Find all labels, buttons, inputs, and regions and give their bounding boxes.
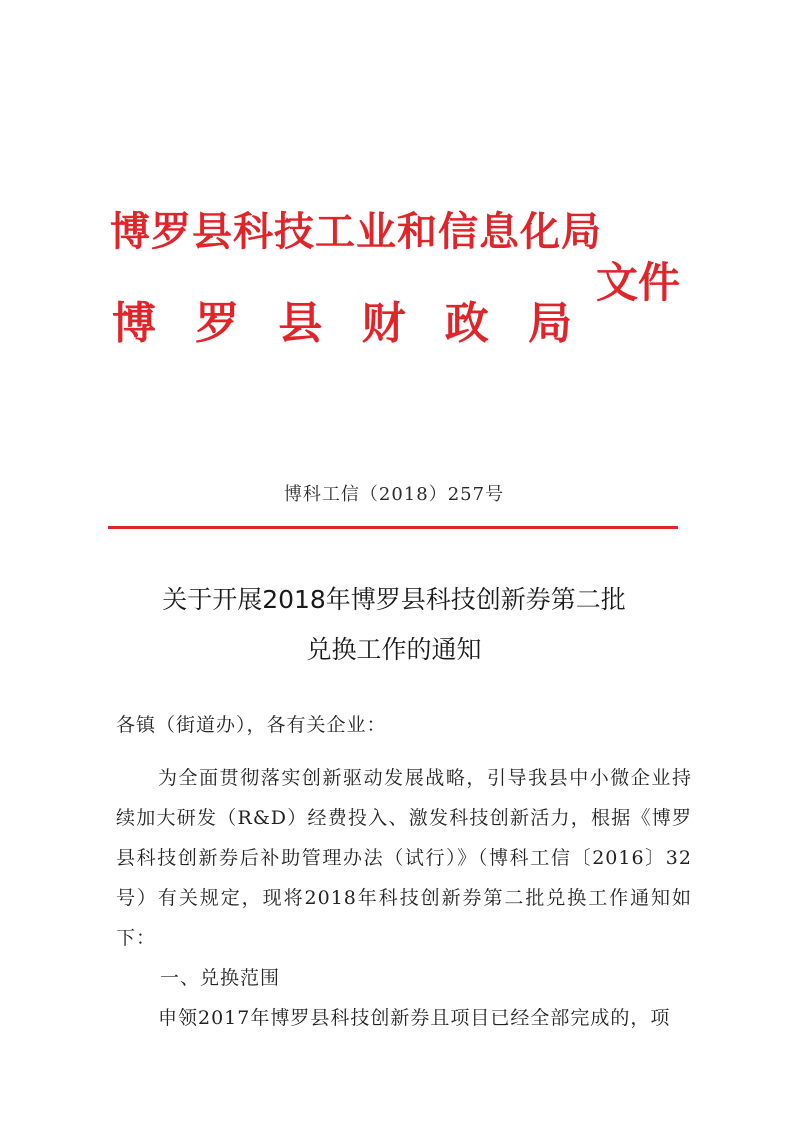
section-paragraph: 申领2017年博罗县科技创新券且项目已经全部完成的，项 (158, 1007, 671, 1029)
salutation: 各镇（街道办），各有关企业： (116, 714, 387, 736)
issuer-line-2-char: 财 (361, 298, 406, 349)
document-suffix: 文件 (596, 258, 681, 307)
issuer-line-2-char: 县 (278, 298, 323, 349)
red-divider (108, 526, 678, 529)
issuer-line-2-char: 博 (112, 298, 156, 349)
notice-title-line-1: 关于开展2018年博罗县科技创新券第二批 (162, 585, 626, 614)
body-paragraph: 为全面贯彻落实创新驱动发展战略，引导我县中小微企业持续加大研发（R&D）经费投入、激发科技创新活力，根据《博罗县科技创新券后补助管理办法（试行）》（博科工信〔2016〕32号）有关规定，现将2018年科技创新券第二批兑换工作通知如下： (116, 767, 692, 949)
section-heading: 一、兑换范围 (160, 967, 281, 989)
issuer-line-2-char: 政 (444, 298, 489, 349)
issuer-line-1: 博罗县科技工业和信息化局 (110, 208, 602, 255)
issuer-line-2-char: 局 (527, 298, 572, 349)
notice-title-line-2: 兑换工作的通知 (306, 635, 482, 664)
document-number: 博科工信（2018）257号 (283, 484, 505, 505)
issuer-line-2 (112, 298, 572, 349)
issuer-line-2-char: 罗 (195, 298, 240, 349)
